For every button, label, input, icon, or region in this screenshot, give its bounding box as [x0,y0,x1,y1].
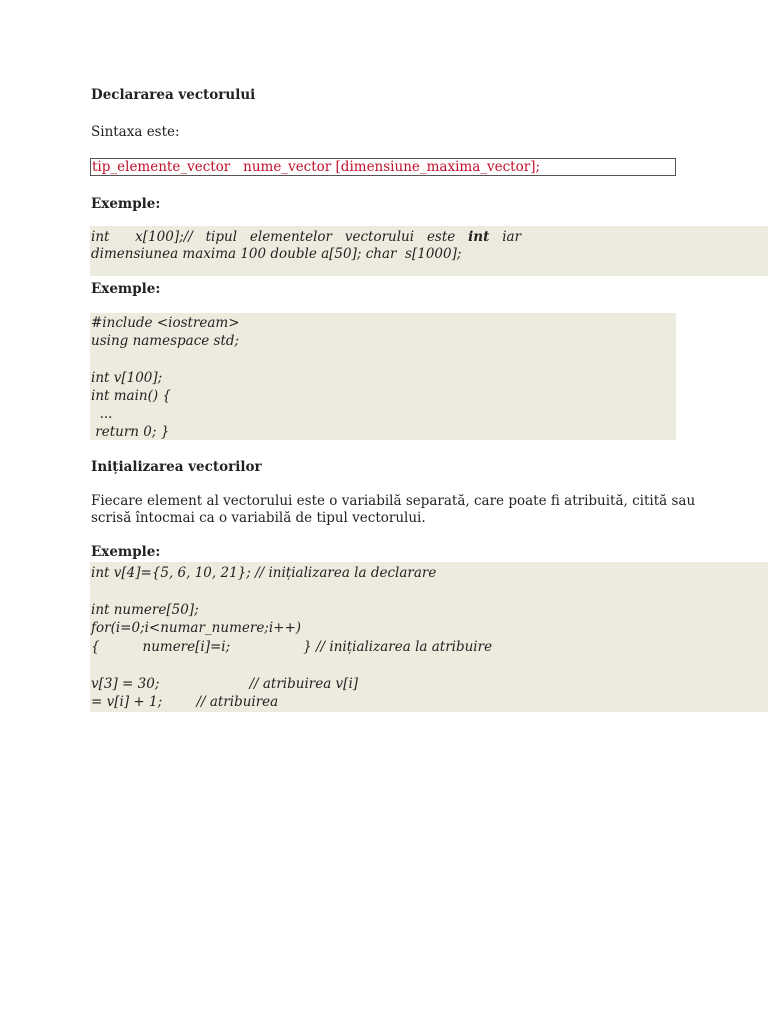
code-block-main [90,313,676,440]
code-line: ... [91,406,113,422]
syntax-box: tip_elemente_vector nume_vector [dimensiune_maxima_vector]; [90,158,676,176]
example-line-1 [91,228,521,246]
code-line: = v[i] + 1; // atribuirea [91,694,279,710]
code-line: int v[4]={5, 6, 10, 21}; // inițializarea la declarare [91,565,437,581]
code-line: return 0; } [91,424,170,440]
int-keyword: int [468,229,490,245]
code-line: int numere[50]; [91,602,199,618]
example-line-2: dimensiunea maxima 100 double a[50]; char s[1000]; [91,246,462,262]
code-line: for(i=0;i<numar_numere;i++) [91,620,302,636]
example-line-1-pre: int x[100];// tipul elementelor vectorului este [91,229,469,245]
examples-label-3: Exemple: [91,544,161,560]
example-block-1 [90,226,768,276]
examples-label-1: Exemple: [91,196,161,212]
paragraph-line-2: scrisă întocmai ca o variabilă de tipul vectorului. [91,510,426,526]
section-heading-initializare: Inițializarea vectorilor [91,459,262,475]
code-line: v[3] = 30; // atribuirea v[i] [91,676,359,692]
code-block-init [90,562,768,712]
code-line: { numere[i]=i; } // inițializarea la atribuire [91,639,493,655]
example-line-1-post: iar [489,229,522,245]
section-heading-declarare: Declararea vectorului [91,87,256,103]
syntax-intro: Sintaxa este: [91,124,180,140]
code-line: #include <iostream> [91,315,240,331]
code-line: int main() { [91,388,172,404]
code-line: int v[100]; [91,370,163,386]
paragraph-line-1: Fiecare element al vectorului este o variabilă separată, care poate fi atribuită, citită sau [91,493,696,509]
code-line: using namespace std; [91,333,240,349]
examples-label-2: Exemple: [91,281,161,297]
